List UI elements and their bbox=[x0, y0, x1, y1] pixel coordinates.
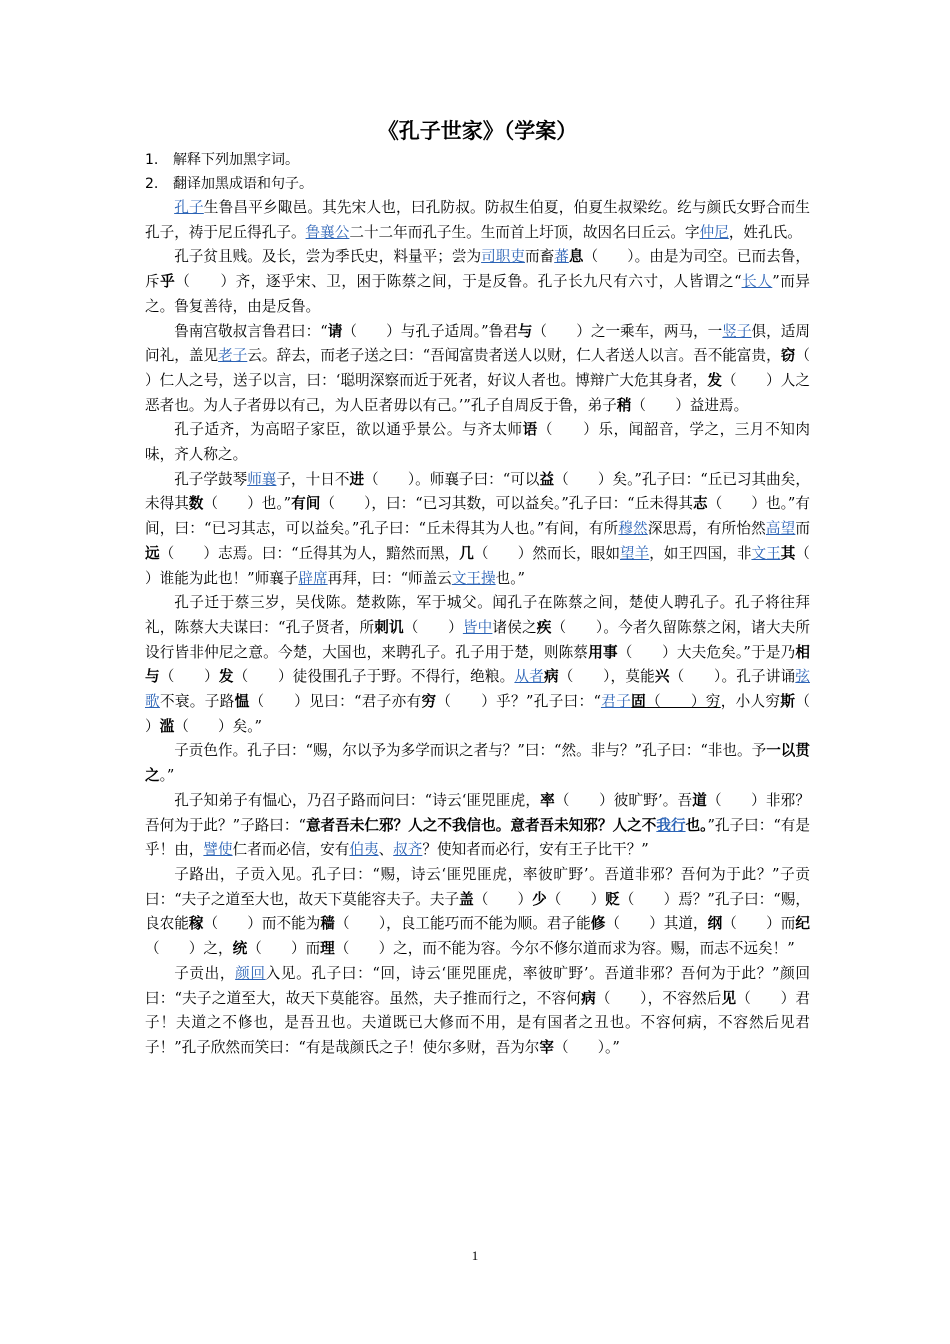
text-run: （ ）也。” bbox=[203, 495, 292, 513]
instruction-text: 解释下列加黑字词。 bbox=[173, 152, 299, 168]
text-run: 生鲁昌平乡陬邑。其先宋人也，曰孔防叔。防叔生伯夏，伯夏生叔梁纥。纥与颜氏女野合而生孔子，祷于尼丘得孔子。 bbox=[145, 199, 810, 241]
text-run: 二十二年而孔子生。生而首上圩顶，故因名曰丘云。字 bbox=[349, 223, 700, 241]
text-run: （ ）而 bbox=[247, 940, 321, 958]
text-run: （ ）。由是为司空。已而去鲁，斥 bbox=[145, 248, 810, 291]
text-run: （ ）其道， bbox=[605, 915, 708, 933]
text-run: （ ）穷 bbox=[646, 693, 721, 711]
bold-term: 穑 bbox=[320, 915, 335, 933]
text-run: 子路出，子贡入见。孔子曰：“赐，诗云‘匪兕匪虎，率彼旷野’。吾道非邪？吾何为于此？”子贡曰：“夫子之道至大也，故天下莫能容夫子。夫子 bbox=[145, 865, 810, 908]
bold-term: 语 bbox=[522, 421, 538, 439]
annotation-link[interactable]: 仲尼 bbox=[699, 223, 729, 241]
bold-term: 志 bbox=[693, 495, 708, 513]
annotation-link[interactable]: 君子 bbox=[600, 693, 632, 711]
bold-term: 道 bbox=[692, 791, 707, 809]
annotation-link[interactable]: 老子 bbox=[218, 347, 248, 365]
bold-term: 远 bbox=[145, 544, 160, 562]
text-run: 子，十日不 bbox=[276, 470, 350, 488]
text-run: 也。” bbox=[495, 569, 525, 587]
paragraph bbox=[145, 591, 840, 739]
annotation-link[interactable]: 我行 bbox=[656, 816, 686, 834]
text-run: （ ）矣。”孔子曰：“丘已习其曲矣，未得其 bbox=[145, 470, 810, 513]
annotation-link[interactable]: 叔齐 bbox=[393, 841, 423, 859]
text-run: （ ）。” bbox=[553, 1038, 620, 1056]
annotation-link[interactable]: 弦歌 bbox=[145, 668, 810, 711]
annotation-link[interactable]: 伯夷 bbox=[349, 841, 379, 859]
annotation-link[interactable]: 譬使 bbox=[203, 841, 233, 859]
text-run: （ ）仁人之号，送子以言，曰：‘聪明深察而近于死者，好议人者也。博辩广大危其身者， bbox=[145, 347, 840, 389]
text-run: （ ） bbox=[403, 618, 463, 636]
bold-term: 斯 bbox=[780, 693, 796, 711]
text-run: （ ），莫能 bbox=[558, 668, 655, 686]
text-run: （ ）君子！夫道之不修也，是吾丑也。夫道既已大修而不用，是有国者之丑也。不容何病，不容然后见君子！”孔子欣然而笑曰：“有是哉颜氏之子！使尔多财，吾为尔 bbox=[145, 989, 810, 1056]
text-run: 子贡色作。孔子曰：“赐，尔以予为多学而识之者与？”曰：“然。非与？”孔子曰：“非也。予 bbox=[174, 742, 767, 760]
text-run: （ ）见曰：“君子亦有 bbox=[249, 693, 422, 711]
annotation-link[interactable]: 颜回 bbox=[235, 964, 266, 982]
text-run: （ ）之， bbox=[145, 940, 233, 958]
bold-term: 稍 bbox=[616, 396, 632, 414]
text-run: 入见。孔子曰：“回，诗云‘匪兕匪虎，率彼旷野’。吾道非邪？吾何为于此？”颜回曰：“夫子之道至大，故天下莫能容。虽然，夫子推而行之，不容何 bbox=[145, 964, 810, 1007]
paragraph bbox=[145, 320, 840, 419]
text-run: （ ）谁能为此也！”师襄子 bbox=[145, 544, 840, 587]
annotation-link[interactable]: 竖子 bbox=[722, 322, 752, 340]
text-run: ，如王四国，非 bbox=[649, 544, 752, 562]
text-run: 鲁南宫敬叔言鲁君曰：“ bbox=[174, 322, 328, 340]
paragraph bbox=[145, 962, 810, 1061]
bold-term: 见 bbox=[721, 989, 737, 1007]
text-run: 仁者而必信，安有 bbox=[232, 841, 350, 859]
bold-term: 发 bbox=[707, 371, 723, 389]
text-run: （ ）焉？”孔子曰：“赐，良农能 bbox=[145, 890, 810, 933]
annotation-link[interactable]: 司职吏 bbox=[481, 248, 525, 266]
paragraph bbox=[145, 863, 810, 962]
text-run: 孔子学鼓琴 bbox=[174, 470, 248, 488]
text-run: 孔子迁于蔡三岁，吴伐陈。楚救陈，军于城父。闻孔子在陈蔡之间，楚使人聘孔子。孔子将往拜礼，陈蔡大夫谋曰：“孔子贤者，所 bbox=[145, 594, 810, 636]
bold-term: 意者吾未仁邪？人之不我信也。意者吾未知邪？人之不 bbox=[305, 816, 657, 834]
annotation-link[interactable]: 辟席 bbox=[298, 569, 328, 587]
annotation-link[interactable]: 长人 bbox=[741, 273, 773, 291]
text-run: 孔子贫且贱。及长，尝为季氏史，料量平；尝为 bbox=[174, 248, 482, 266]
bold-term: 兴 bbox=[654, 668, 670, 686]
text-run: 诸侯之 bbox=[492, 618, 537, 636]
text-run: （ ）彼旷野’。吾 bbox=[554, 791, 693, 809]
annotation-link[interactable]: 望羊 bbox=[619, 544, 650, 562]
bold-term: 请 bbox=[327, 322, 343, 340]
annotation-link[interactable]: 师襄 bbox=[247, 470, 277, 488]
text-run: （ ）徒役围孔子于野。不得行，绝粮。 bbox=[233, 668, 515, 686]
bold-term: 贬 bbox=[605, 890, 620, 908]
bold-term: 纲 bbox=[707, 915, 723, 933]
text-run: （ ）志焉。曰：“丘得其为人，黯然而黑， bbox=[159, 544, 460, 562]
text-run: （ ）齐，逐乎宋、卫，困于陈蔡之间，于是反鲁。孔子长九尺有六寸，人皆谓之“ bbox=[175, 273, 742, 291]
text-run: （ ）。今者久留陈蔡之闲，诸大夫所设行皆非仲尼之意。今楚，大国也，来聘孔子。孔子用于楚，则陈蔡 bbox=[145, 618, 810, 661]
bold-term: 疾 bbox=[536, 618, 552, 636]
text-run: （ ）。孔子讲诵 bbox=[669, 668, 796, 686]
bold-term: 刺讥 bbox=[374, 618, 404, 636]
text-run: （ ）然而长，眼如 bbox=[473, 544, 620, 562]
bold-term: 乎 bbox=[160, 273, 176, 291]
bold-term: 病 bbox=[581, 989, 596, 1007]
text-run: （ ）矣。” bbox=[174, 717, 262, 735]
bold-term: 稼 bbox=[188, 915, 204, 933]
paragraph bbox=[145, 739, 810, 788]
text-run: 俱，适周问礼，盖见 bbox=[145, 322, 810, 365]
bold-term: 一以贯之 bbox=[145, 742, 810, 785]
instruction-item bbox=[145, 172, 810, 196]
instructions bbox=[145, 148, 810, 196]
text-run: （ ）益进焉。 bbox=[631, 396, 749, 414]
bold-term: 率 bbox=[540, 791, 555, 809]
text-run: ？使知者而必行，安有王子比干？” bbox=[422, 841, 649, 859]
bold-term: 修 bbox=[590, 915, 606, 933]
text-run: （ ）大夫危矣。”于是乃 bbox=[617, 643, 796, 661]
page-number: 1 bbox=[471, 1248, 479, 1263]
bold-term: 几 bbox=[459, 544, 474, 562]
bold-term: 穷 bbox=[421, 693, 437, 711]
bold-term: 愠 bbox=[234, 693, 250, 711]
text-run: （ ）人之恶者也。为人子者毋以有己，为人臣者毋以有己。’”孔子自周反于鲁，弟子 bbox=[145, 371, 810, 414]
text-run: ”而异之。鲁复善待，由是反鲁。 bbox=[145, 273, 810, 315]
bold-term: 盖 bbox=[459, 890, 474, 908]
instruction-text: 翻译加黑成语和句子。 bbox=[173, 176, 313, 192]
paragraph bbox=[145, 418, 810, 467]
annotation-link[interactable]: 文王 bbox=[751, 544, 781, 562]
bold-term: 益 bbox=[539, 470, 555, 488]
bold-term: 进 bbox=[349, 470, 365, 488]
bold-term: 少 bbox=[532, 890, 547, 908]
text-run: （ ）。师襄子曰：“可以 bbox=[364, 470, 540, 488]
paragraph bbox=[145, 245, 810, 319]
bold-term: 相与 bbox=[145, 643, 810, 686]
text-run: （ ）之，而不能为容。今尔不修尔道而求为容。赐，而志不远矣！” bbox=[334, 940, 795, 958]
passage-body bbox=[145, 196, 840, 1061]
text-run: （ ） bbox=[159, 668, 219, 686]
text-run: （ ），良工能巧而不能为顺。君子能 bbox=[335, 915, 591, 933]
instruction-number: 1. bbox=[145, 152, 159, 168]
text-run: 而畜 bbox=[524, 248, 555, 266]
bold-term: 也。 bbox=[685, 816, 708, 834]
bold-term: 窃 bbox=[780, 347, 796, 365]
text-run: 而 bbox=[795, 520, 810, 538]
bold-term: 纪 bbox=[795, 915, 810, 933]
instruction-item bbox=[145, 148, 810, 172]
text-run: ”孔子曰：“有是乎！由， bbox=[145, 816, 810, 859]
text-run: 。” bbox=[159, 767, 175, 785]
text-run: （ ） bbox=[145, 693, 840, 735]
text-run: 再拜，曰：“师盖云 bbox=[327, 569, 452, 587]
text-run: （ ）也。”有间，曰：“已习其志，可以益矣。”孔子曰：“丘未得其为人也。”有间，有所 bbox=[145, 495, 810, 538]
bold-term: 统 bbox=[232, 940, 248, 958]
annotation-link[interactable]: 孔子 bbox=[174, 199, 204, 216]
text-run: ，姓孔氏。 bbox=[728, 223, 802, 241]
text-run: 子贡出， bbox=[174, 964, 236, 982]
annotation-link[interactable]: 文王操 bbox=[451, 569, 496, 587]
text-run: （ ）而不能为 bbox=[203, 915, 321, 933]
document-page bbox=[145, 116, 840, 1061]
text-run: （ ）乎？”孔子曰：“ bbox=[436, 693, 601, 711]
annotation-link[interactable]: 高望 bbox=[765, 520, 796, 538]
text-run: （ ）与孔子适周。”鲁君 bbox=[342, 322, 518, 340]
bold-term: 理 bbox=[320, 940, 335, 958]
text-run: （ ），曰：“已习其数，可以益矣。”孔子曰：“丘未得其 bbox=[320, 495, 694, 513]
text-run: （ ） bbox=[473, 890, 533, 908]
bold-term: 息 bbox=[568, 248, 584, 266]
annotation-link[interactable]: 皆中 bbox=[462, 618, 493, 636]
paragraph bbox=[145, 468, 840, 592]
text-run: （ ）非邪？吾何为于此？”子路曰：“ bbox=[145, 791, 810, 834]
annotation-link[interactable]: 鲁襄公 bbox=[305, 223, 350, 241]
annotation-link[interactable]: 蕃 bbox=[554, 248, 569, 266]
text-run: 云。辞去，而老子送之曰：“吾闻富贵者送人以财，仁人者送人以言。吾不能富贵， bbox=[247, 347, 781, 365]
page-title: 《孔子世家》（学案） bbox=[377, 118, 578, 143]
text-run: （ ），不容然后 bbox=[595, 989, 722, 1007]
bold-term: 病 bbox=[543, 668, 559, 686]
text-run: （ ）乐，闻韶音，学之，三月不知肉味，齐人称之。 bbox=[145, 421, 810, 464]
text-run: （ ）而 bbox=[722, 915, 796, 933]
text-run: 不衰。子路 bbox=[159, 693, 235, 711]
text-run: （ ） bbox=[546, 890, 606, 908]
bold-term: 滥 bbox=[159, 717, 175, 735]
bold-term: 其 bbox=[780, 544, 796, 562]
bold-term: 宰 bbox=[539, 1038, 554, 1056]
text-run: 孔子适齐，为高昭子家臣，欲以通乎景公。与齐太师 bbox=[174, 421, 523, 439]
text-run: ，小人穷 bbox=[720, 693, 781, 711]
bold-term: 数 bbox=[188, 495, 204, 513]
bold-term: 与 bbox=[517, 322, 533, 340]
text-run: 孔子知弟子有愠心，乃召子路而问曰：“诗云‘匪兕匪虎， bbox=[174, 791, 541, 809]
paragraph bbox=[145, 196, 810, 245]
bold-term: 用事 bbox=[588, 643, 618, 661]
paragraph bbox=[145, 789, 810, 863]
annotation-link[interactable]: 从者 bbox=[514, 668, 544, 686]
bold-term: 有间 bbox=[291, 495, 321, 513]
text-run: （ ）之一乘车，两马，一 bbox=[532, 322, 723, 340]
instruction-number: 2. bbox=[145, 176, 159, 192]
annotation-link[interactable]: 穆然 bbox=[618, 520, 648, 538]
bold-term: 固 bbox=[631, 693, 647, 711]
text-run: 深思焉，有所怡然 bbox=[647, 520, 766, 538]
bold-term: 发 bbox=[218, 668, 234, 686]
text-run: 、 bbox=[378, 841, 394, 859]
